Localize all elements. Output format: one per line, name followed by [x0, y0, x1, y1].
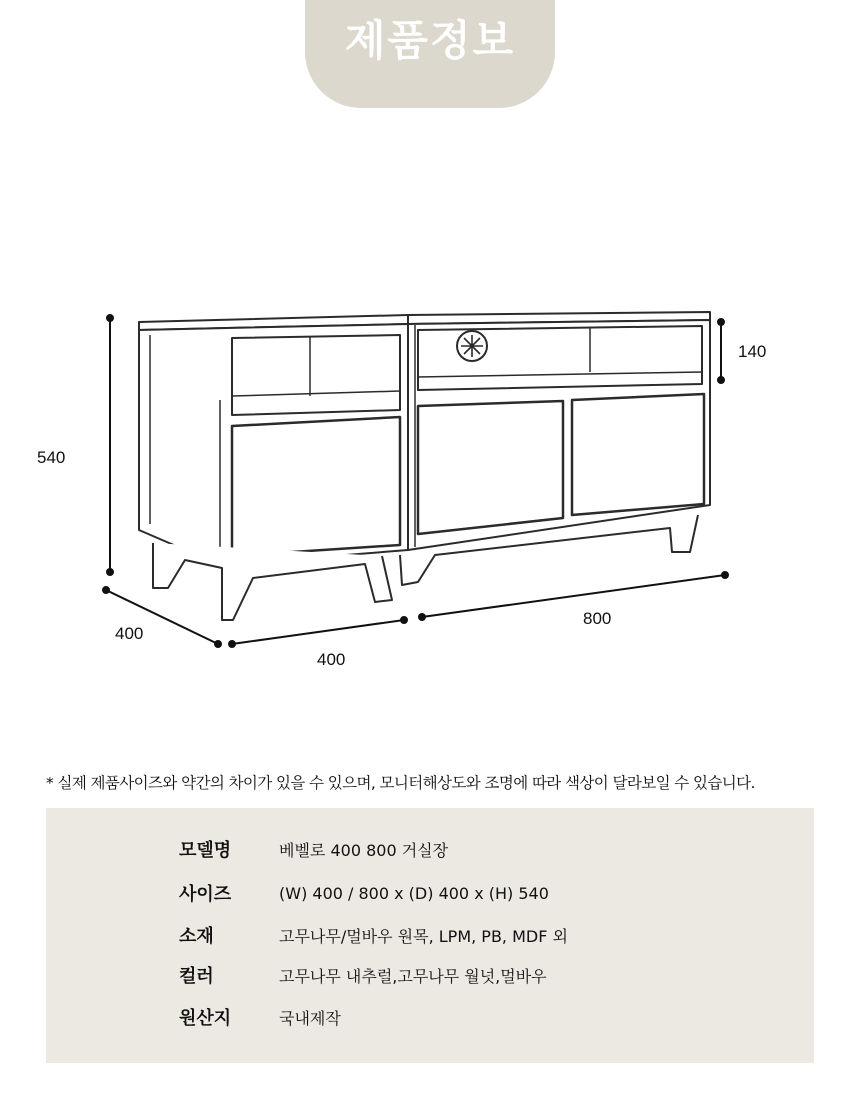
spec-label: 사이즈: [179, 884, 232, 905]
spec-row-size: [179, 880, 549, 906]
spec-row-origin: [179, 1004, 341, 1030]
right-cabinet-body: [408, 320, 710, 550]
left-base-frame: [153, 543, 392, 620]
spec-value: (W) 400 / 800 x (D) 400 x (H) 540: [279, 883, 549, 903]
page-title: 제품정보: [344, 16, 516, 65]
depth-label: 400: [115, 624, 144, 643]
width-left-label: 400: [317, 650, 346, 669]
spec-row-model: [179, 836, 448, 862]
width-right-dimension-line: [422, 575, 725, 617]
disclaimer-note: * 실제 제품사이즈와 약간의 차이가 있을 수 있으며, 모니터해상도와 조명에 따라 색상이 달라보일 수 있습니다.: [46, 774, 755, 792]
width-right-label: 800: [583, 609, 612, 628]
spec-label: 컬러: [179, 966, 214, 987]
spec-value: 고무나무/멀바우 원목, LPM, PB, MDF 외: [279, 926, 568, 946]
furniture-dimension-drawing: [0, 260, 860, 680]
spec-table: [46, 808, 814, 1063]
header-tab: [305, 0, 555, 108]
spec-value: 국내제작: [279, 1008, 341, 1028]
top-shelf-label: 140: [738, 342, 767, 361]
spec-label: 원산지: [179, 1008, 232, 1029]
spec-row-material: [179, 922, 568, 948]
spec-label: 소재: [179, 926, 214, 947]
spec-value: 베벨로 400 800 거실장: [279, 840, 449, 860]
width-left-dimension-line: [232, 620, 404, 644]
spec-value: 고무나무 내추럴,고무나무 월넛,멀바우: [279, 966, 547, 986]
left-cabinet-body: [139, 324, 408, 565]
spec-row-color: [179, 962, 547, 988]
spec-label: 모델명: [179, 840, 232, 861]
height-label: 540: [37, 448, 66, 467]
